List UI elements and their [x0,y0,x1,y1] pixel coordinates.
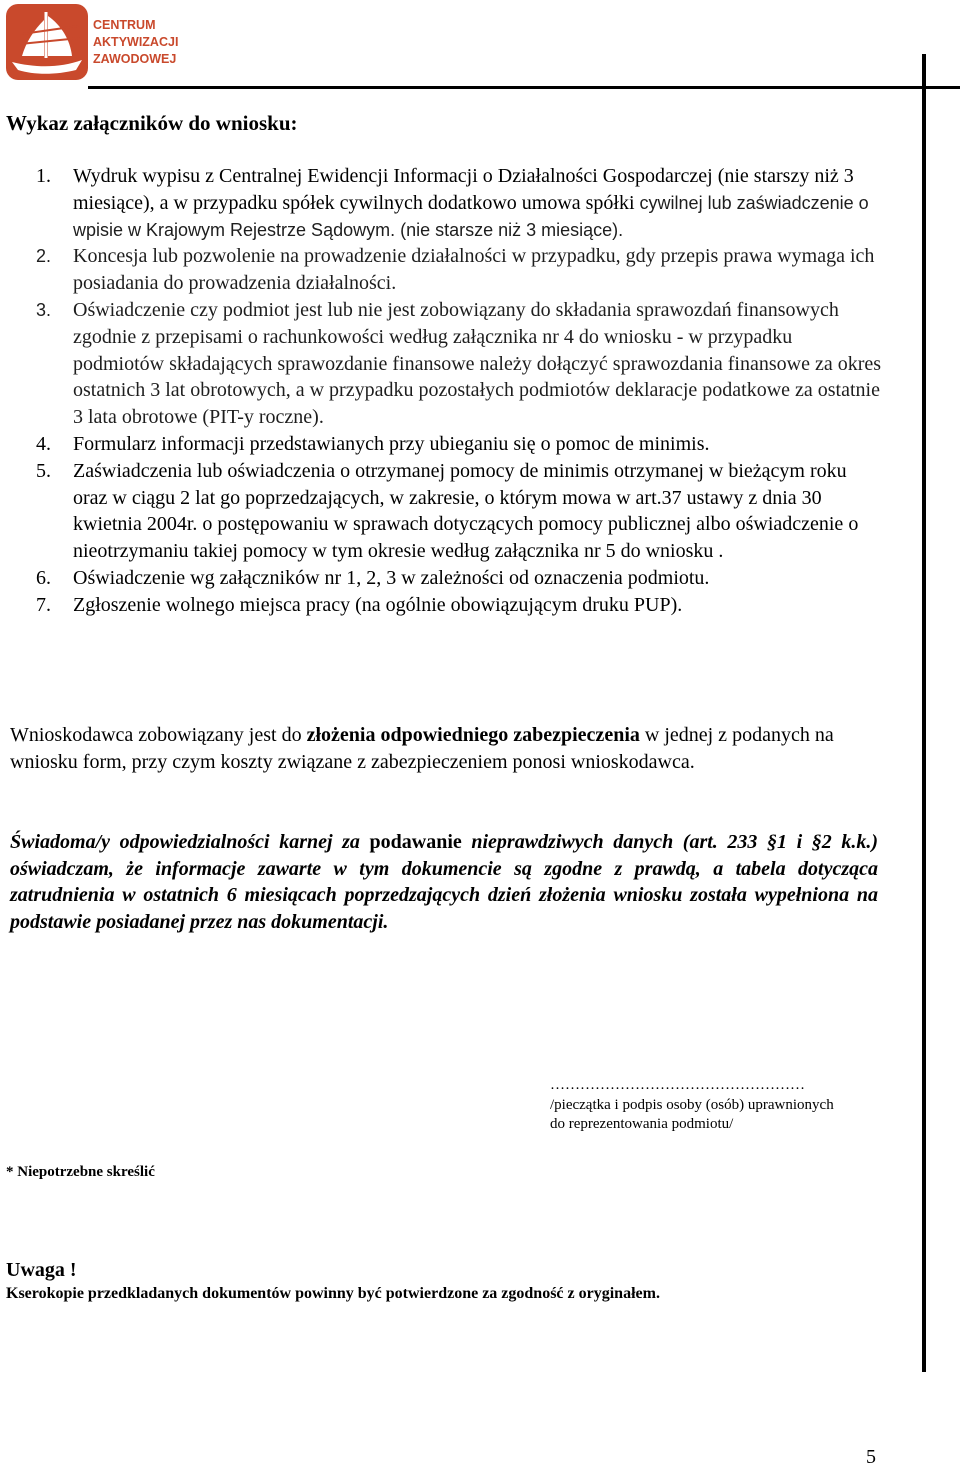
list-item-text [73,163,886,243]
warning-text: Kserokopie przedkladanych dokumentów powinny być potwierdzone za zgodność z oryginałem. [6,1285,660,1302]
list-item-number: 3. [36,299,52,320]
logo [6,4,88,80]
liability-declaration [10,829,878,935]
list-item-text: Oświadczenie czy podmiot jest lub nie jest zobowiązany do składania sprawozdań finansowych zgodnie z przepisami o rachunkowości według załącznika nr 4 do wniosku - w przypadku podmiotów składających sprawozdanie finansowe należy dołączyć sprawozdania finansowe za okres ostatnich 3 lat obrotowych, a w przypadku pozostałych podmiotów deklaracje podatkowe za ostatnie 3 lata obrotowe (PIT-y roczne). [73,298,882,429]
warning-title: Uwaga ! [6,1259,77,1281]
list-item-number: 1. [36,165,51,187]
declaration-text: podawanie [369,831,462,853]
logo-line: AKTYWIZACJI [93,35,179,49]
signature-caption: do reprezentowania podmiotu/ [550,1116,734,1132]
list-item-text: Oświadczenie wg załączników nr 1, 2, 3 w zależności od oznaczenia podmiotu. [73,566,710,589]
list-item [36,592,886,619]
list-item [36,297,886,431]
list-item [36,565,886,592]
declaration-text: Świadoma/y odpowiedzialności karnej za [10,831,370,853]
logo-ship-icon [6,4,88,80]
list-item-text-part: cywilnej lub zaświadczenie o wpisie w Krajowym Rejestrze Sądowym. (nie starsze niż 3 miesiące). [73,192,869,240]
signature-block [550,1076,834,1135]
logo-wordmark [93,17,178,68]
signature-line: …………………………………………… [550,1077,805,1093]
footnote: * Niepotrzebne skreślić [6,1164,155,1180]
header-rule [88,86,960,89]
signature-caption: /pieczątka i podpis osoby (osób) uprawnionych [550,1096,834,1113]
obligation-text: Wnioskodawca zobowiązany jest do [10,724,307,746]
list-item-number: 4. [36,432,51,455]
list-item-text-part: Wydruk wypisu z Centralnej Ewidencji Informacji o Działalności Gospodarczej (nie starszy niż 3 miesiące), a w przypadku spółek cywilnych dodatkowo umowa spółki [73,165,854,214]
logo-line: ZAWODOWEJ [93,52,177,66]
list-item-text: Zaświadczenia lub oświadczenia o otrzymanej pomocy de minimis otrzymanej w bieżącym roku oraz w ciągu 2 lat go poprzedzających, w zakresie, o którym mowa w art.37 ustawy z dnia 30 kwietnia 2004r. o postępowaniu w sprawach dotyczących pomocy publicznej albo oświadczenie o nieotrzymaniu takiej pomocy w tym okresie według załącznika nr 5 do wniosku . [73,459,859,563]
logo-line: CENTRUM [93,18,156,32]
list-item [36,163,886,243]
list-item-text: Koncesja lub pozwolenie na prowadzenie działalności w przypadku, gdy przepis prawa wymaga ich posiadania do prowadzenia działalności. [73,245,875,295]
attachments-heading: Wykaz załączników do wniosku: [6,111,298,135]
list-item-text: Zgłoszenie wolnego miejsca pracy (na ogólnie obowiązującym druku PUP). [73,593,683,616]
list-item-number: 6. [36,566,51,589]
declaration-text: nieprawdziwych danych (art. 233 §1 i §2 k.k.) oświadczam, że informacje zawarte w tym dokumencie są zgodne z prawdą, a tabela dotycząca zatrudnienia w ostatnich 6 miesiącach poprzedzających dzień złożenia wniosku została wypełniona na podstawie posiadanej przez nas dokumentacji. [10,831,878,933]
list-item-number: 5. [36,459,51,482]
list-item-number: 7. [36,593,51,616]
page-number: 5 [866,1446,876,1468]
security-obligation-paragraph [10,722,880,776]
list-item-text: Formularz informacji przedstawianych przy ubieganiu się o pomoc de minimis. [73,432,710,455]
list-item-number: 2. [36,246,52,267]
obligation-emphasis: złożenia odpowiedniego zabezpieczenia [306,724,640,746]
list-item [36,458,886,565]
list-item [36,431,886,458]
obligation-text: w jednej z podanych na wniosku form, przy czym koszty związane z zabezpieczeniem ponosi wnioskodawca. [10,724,834,773]
attachments-list [36,163,886,619]
list-item [36,243,886,297]
right-margin-rule [922,54,926,1372]
